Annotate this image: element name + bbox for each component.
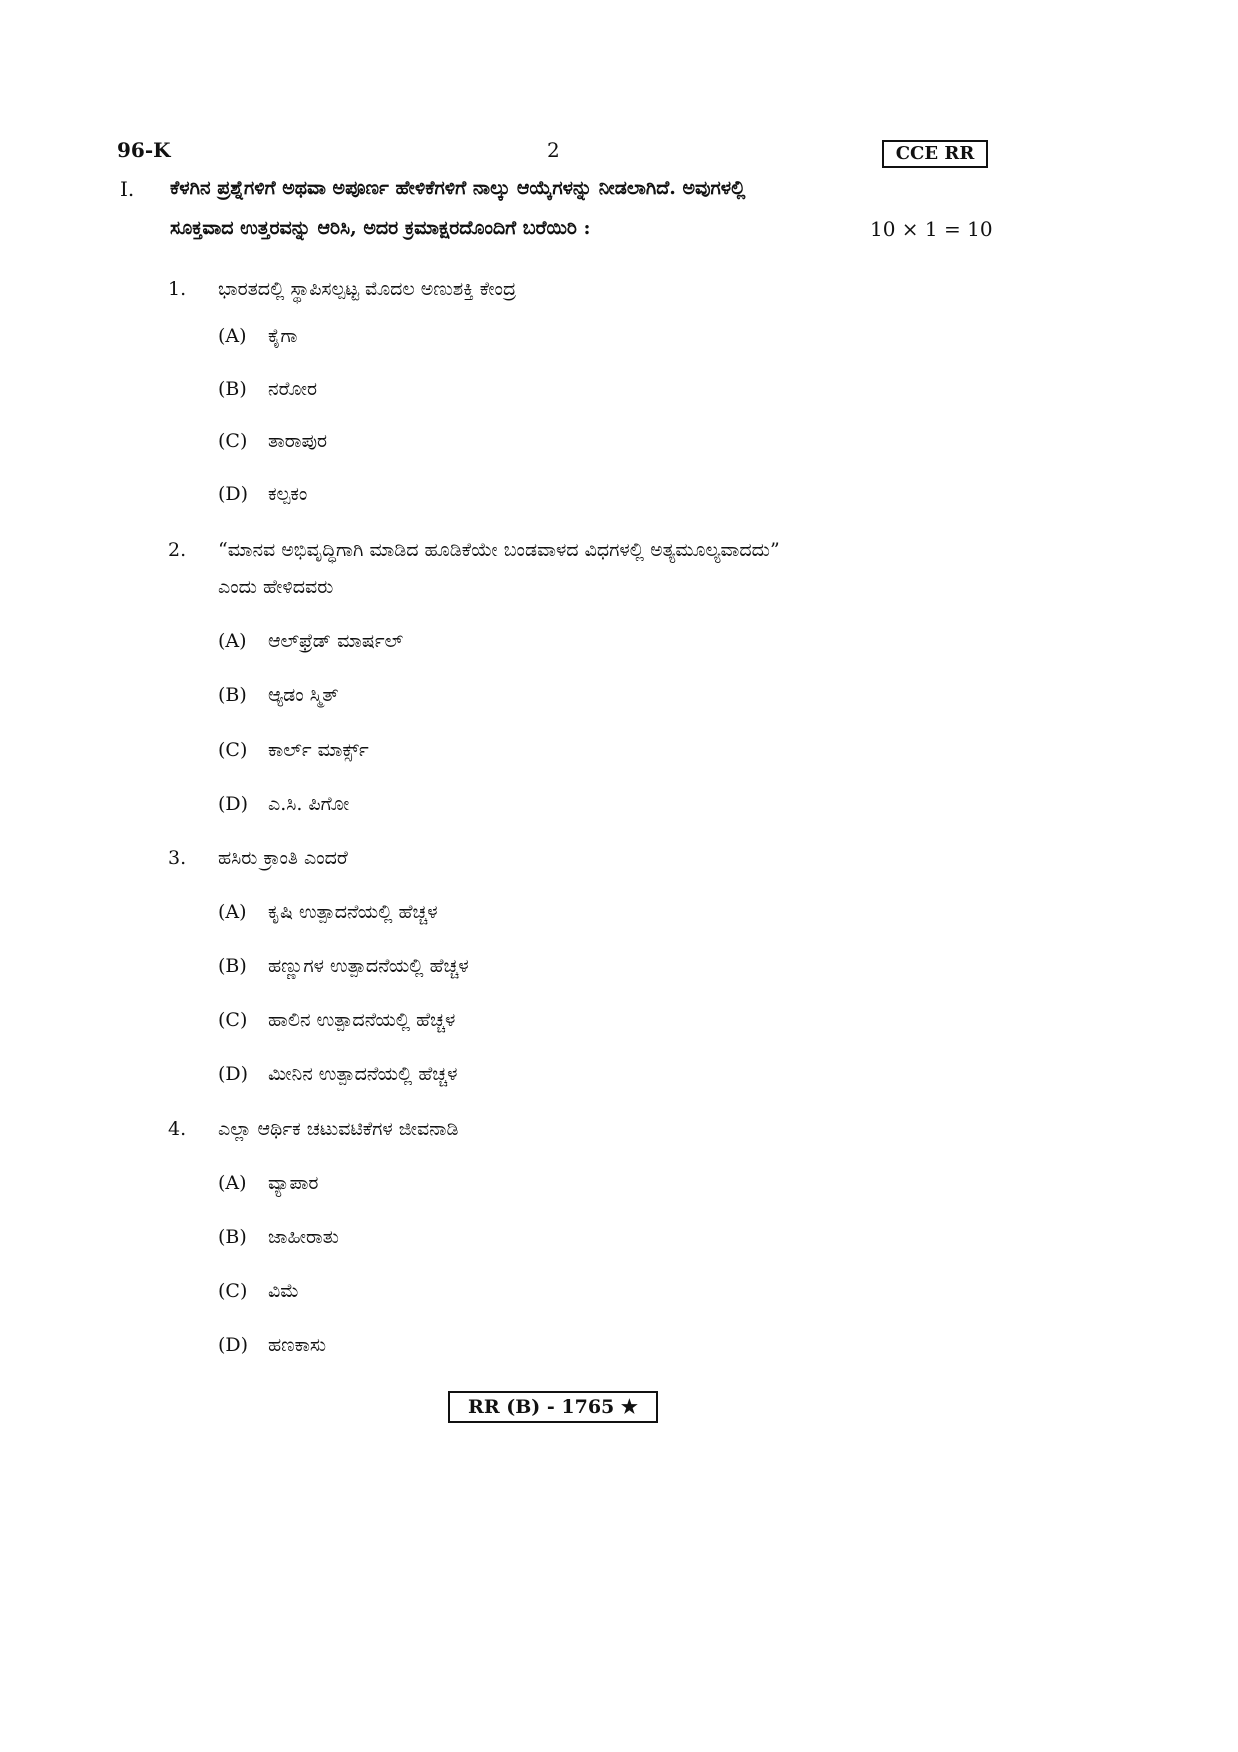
option-text: ಕಾರ್ಲ್ ಮಾರ್ಕ್ಸ್ [268,739,369,761]
option-text: ಆಲ್‌ಫ್ರೆಡ್ ಮಾರ್ಷಲ್ [268,630,404,652]
option-text: ಮೀನಿನ ಉತ್ಪಾದನೆಯಲ್ಲಿ ಹೆಚ್ಚಳ [268,1063,458,1085]
option-label: (B) [218,955,247,977]
option-text: ಹಾಲಿನ ಉತ್ಪಾದನೆಯಲ್ಲಿ ಹೆಚ್ಚಳ [268,1009,456,1031]
option-label: (A) [218,630,247,652]
option-label: (B) [218,1226,247,1248]
option-label: (A) [218,1172,247,1194]
section-numeral: I. [120,177,135,201]
question-number: 1. [168,278,187,300]
question-number: 4. [168,1118,187,1140]
option-label: (C) [218,430,248,452]
option-label: (C) [218,739,248,761]
option-label: (A) [218,325,247,347]
question-number: 2. [168,539,187,561]
option-text: ವಿಮೆ [268,1280,300,1302]
option-text: ಜಾಹೀರಾತು [268,1226,339,1248]
option-label: (B) [218,684,247,706]
option-label: (C) [218,1280,248,1302]
option-label: (A) [218,901,247,923]
option-text: ವ್ಯಾಪಾರ [268,1172,319,1194]
question-text-continued: ಎಂದು ಹೇಳಿದವರು [218,576,334,598]
question-text: ಹಸಿರು ಕ್ರಾಂತಿ ಎಂದರೆ [218,847,348,869]
section-instruction-line1: ಕೆಳಗಿನ ಪ್ರಶ್ನೆಗಳಿಗೆ ಅಥವಾ ಅಪೂರ್ಣ ಹೇಳಿಕೆಗಳಿಗೆ ನಾಲ್ಕು ಆಯ್ಕೆಗಳನ್ನು ನೀಡಲಾಗಿದೆ. ಅವುಗಳಲ್ಲಿ [170,177,746,199]
option-label: (D) [218,1063,249,1085]
footer-code: RR (B) - 1765 ★ [448,1391,658,1423]
question-text: ಎಲ್ಲಾ ಆರ್ಥಿಕ ಚಟುವಟಿಕೆಗಳ ಜೀವನಾಡಿ [218,1118,459,1140]
option-text: ಎ.ಸಿ. ಪಿಗೋ [268,793,350,815]
option-label: (D) [218,793,249,815]
section-marks: 10 × 1 = 10 [870,217,993,241]
option-text: ಹಣಕಾಸು [268,1334,327,1356]
page-number: 2 [547,138,560,162]
series-badge: CCE RR [882,140,988,168]
question-number: 3. [168,847,187,869]
question-text: “ಮಾನವ ಅಭಿವೃದ್ಧಿಗಾಗಿ ಮಾಡಿದ ಹೂಡಿಕೆಯೇ ಬಂಡವಾಳದ ವಿಧಗಳಲ್ಲಿ ಅತ್ಯಮೂಲ್ಯವಾದದು” [218,539,780,561]
option-label: (C) [218,1009,248,1031]
option-text: ಕೃಷಿ ಉತ್ಪಾದನೆಯಲ್ಲಿ ಹೆಚ್ಚಳ [268,901,438,923]
paper-code: 96-K [117,138,171,162]
option-text: ಕೈಗಾ [268,325,298,347]
option-text: ತಾರಾಪುರ [268,430,328,452]
option-label: (B) [218,378,247,400]
option-text: ಕಲ್ಪಕಂ [268,483,308,505]
question-text: ಭಾರತದಲ್ಲಿ ಸ್ಥಾಪಿಸಲ್ಪಟ್ಟ ಮೊದಲ ಅಣುಶಕ್ತಿ ಕೇಂದ್ರ [218,278,517,300]
option-label: (D) [218,1334,249,1356]
section-instruction-line2: ಸೂಕ್ತವಾದ ಉತ್ತರವನ್ನು ಆರಿಸಿ, ಅದರ ಕ್ರಮಾಕ್ಷರದೊಂದಿಗೆ ಬರೆಯಿರಿ : [170,217,591,239]
option-label: (D) [218,483,249,505]
option-text: ನರೋರ [268,378,318,400]
option-text: ಹಣ್ಣುಗಳ ಉತ್ಪಾದನೆಯಲ್ಲಿ ಹೆಚ್ಚಳ [268,955,469,977]
option-text: ಆ್ಯಡಂ ಸ್ಮಿತ್ [268,684,339,706]
